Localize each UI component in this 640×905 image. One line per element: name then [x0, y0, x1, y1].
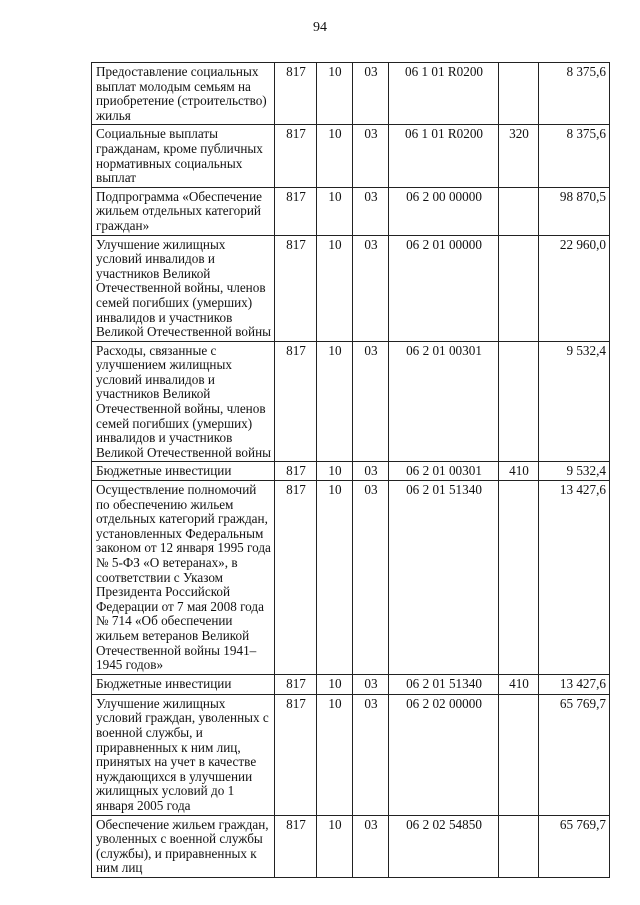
row-ministry-code: 817: [275, 341, 317, 462]
row-name: Предоставление социальных выплат молодым семьям на приобретение (строительство) жилья: [92, 63, 275, 125]
row-expense-type-code: [499, 235, 539, 341]
row-name: Бюджетные инвестиции: [92, 674, 275, 694]
row-expense-type-code: 320: [499, 125, 539, 187]
table-row: [92, 481, 610, 675]
row-expense-type-code: 410: [499, 462, 539, 481]
row-section-code: 10: [317, 125, 353, 187]
row-target-code: 06 2 02 54850: [389, 815, 499, 877]
row-section-code: 10: [317, 694, 353, 815]
row-expense-type-code: [499, 694, 539, 815]
row-name: Обеспечение жильем граждан, уволенных с военной службы (службы), и приравненных к ним лиц: [92, 815, 275, 877]
row-target-code: 06 2 00 00000: [389, 187, 499, 235]
row-ministry-code: 817: [275, 815, 317, 877]
row-section-code: 10: [317, 481, 353, 675]
row-name: Социальные выплаты гражданам, кроме публичных нормативных социальных выплат: [92, 125, 275, 187]
table-row: [92, 187, 610, 235]
row-subsection-code: 03: [353, 63, 389, 125]
row-expense-type-code: [499, 187, 539, 235]
row-section-code: 10: [317, 235, 353, 341]
row-subsection-code: 03: [353, 694, 389, 815]
row-subsection-code: 03: [353, 235, 389, 341]
row-expense-type-code: 410: [499, 674, 539, 694]
row-expense-type-code: [499, 815, 539, 877]
row-subsection-code: 03: [353, 462, 389, 481]
row-target-code: 06 2 01 00301: [389, 462, 499, 481]
row-amount: 8 375,6: [539, 63, 610, 125]
row-target-code: 06 2 01 51340: [389, 481, 499, 675]
row-section-code: 10: [317, 63, 353, 125]
table-row: [92, 462, 610, 481]
budget-table: [91, 62, 610, 878]
row-subsection-code: 03: [353, 125, 389, 187]
row-subsection-code: 03: [353, 187, 389, 235]
row-amount: 9 532,4: [539, 341, 610, 462]
row-amount: 9 532,4: [539, 462, 610, 481]
row-target-code: 06 2 01 00301: [389, 341, 499, 462]
row-name: Улучшение жилищных условий инвалидов и участников Великой Отечественной войны, членов семей погибших (умерших) инвалидов и участников Великой Отечественной войны: [92, 235, 275, 341]
row-name: Бюджетные инвестиции: [92, 462, 275, 481]
row-section-code: 10: [317, 187, 353, 235]
row-subsection-code: 03: [353, 815, 389, 877]
row-target-code: 06 2 01 51340: [389, 674, 499, 694]
row-name: Расходы, связанные с улучшением жилищных условий инвалидов и участников Великой Отечественной войны, членов семей погибших (умерших) инвалидов и участников Великой Отечественной войны: [92, 341, 275, 462]
row-amount: 8 375,6: [539, 125, 610, 187]
row-subsection-code: 03: [353, 481, 389, 675]
row-target-code: 06 2 02 00000: [389, 694, 499, 815]
row-ministry-code: 817: [275, 187, 317, 235]
row-target-code: 06 1 01 R0200: [389, 63, 499, 125]
row-section-code: 10: [317, 815, 353, 877]
row-amount: 65 769,7: [539, 815, 610, 877]
row-amount: 13 427,6: [539, 481, 610, 675]
row-subsection-code: 03: [353, 341, 389, 462]
table-row: [92, 125, 610, 187]
row-amount: 65 769,7: [539, 694, 610, 815]
row-name: Осуществление полномочий по обеспечению жильем отдельных категорий граждан, установленных Федеральным законом от 12 января 1995 года № 5-ФЗ «О ветеранах», в соответствии с Указом Президента Российской Федерации от 7 мая 2008 года № 714 «Об обеспечении жильем ветеранов Великой Отечественной войны 1941–1945 годов»: [92, 481, 275, 675]
row-ministry-code: 817: [275, 674, 317, 694]
row-ministry-code: 817: [275, 481, 317, 675]
row-ministry-code: 817: [275, 125, 317, 187]
table-row: [92, 341, 610, 462]
row-expense-type-code: [499, 481, 539, 675]
row-amount: 13 427,6: [539, 674, 610, 694]
table-row: [92, 63, 610, 125]
row-ministry-code: 817: [275, 462, 317, 481]
row-amount: 98 870,5: [539, 187, 610, 235]
row-ministry-code: 817: [275, 63, 317, 125]
row-section-code: 10: [317, 341, 353, 462]
table-row: [92, 235, 610, 341]
row-section-code: 10: [317, 462, 353, 481]
row-section-code: 10: [317, 674, 353, 694]
row-ministry-code: 817: [275, 235, 317, 341]
row-expense-type-code: [499, 341, 539, 462]
row-target-code: 06 1 01 R0200: [389, 125, 499, 187]
row-ministry-code: 817: [275, 694, 317, 815]
row-name: Подпрограмма «Обеспечение жильем отдельных категорий граждан»: [92, 187, 275, 235]
row-expense-type-code: [499, 63, 539, 125]
row-amount: 22 960,0: [539, 235, 610, 341]
row-name: Улучшение жилищных условий граждан, уволенных с военной службы, и приравненных к ним лиц, принятых на учет в качестве нуждающихся в улучшении жилищных условий до 1 января 2005 года: [92, 694, 275, 815]
table-row: [92, 674, 610, 694]
row-target-code: 06 2 01 00000: [389, 235, 499, 341]
table-row: [92, 815, 610, 877]
page-number: 94: [313, 20, 327, 35]
row-subsection-code: 03: [353, 674, 389, 694]
table-row: [92, 694, 610, 815]
